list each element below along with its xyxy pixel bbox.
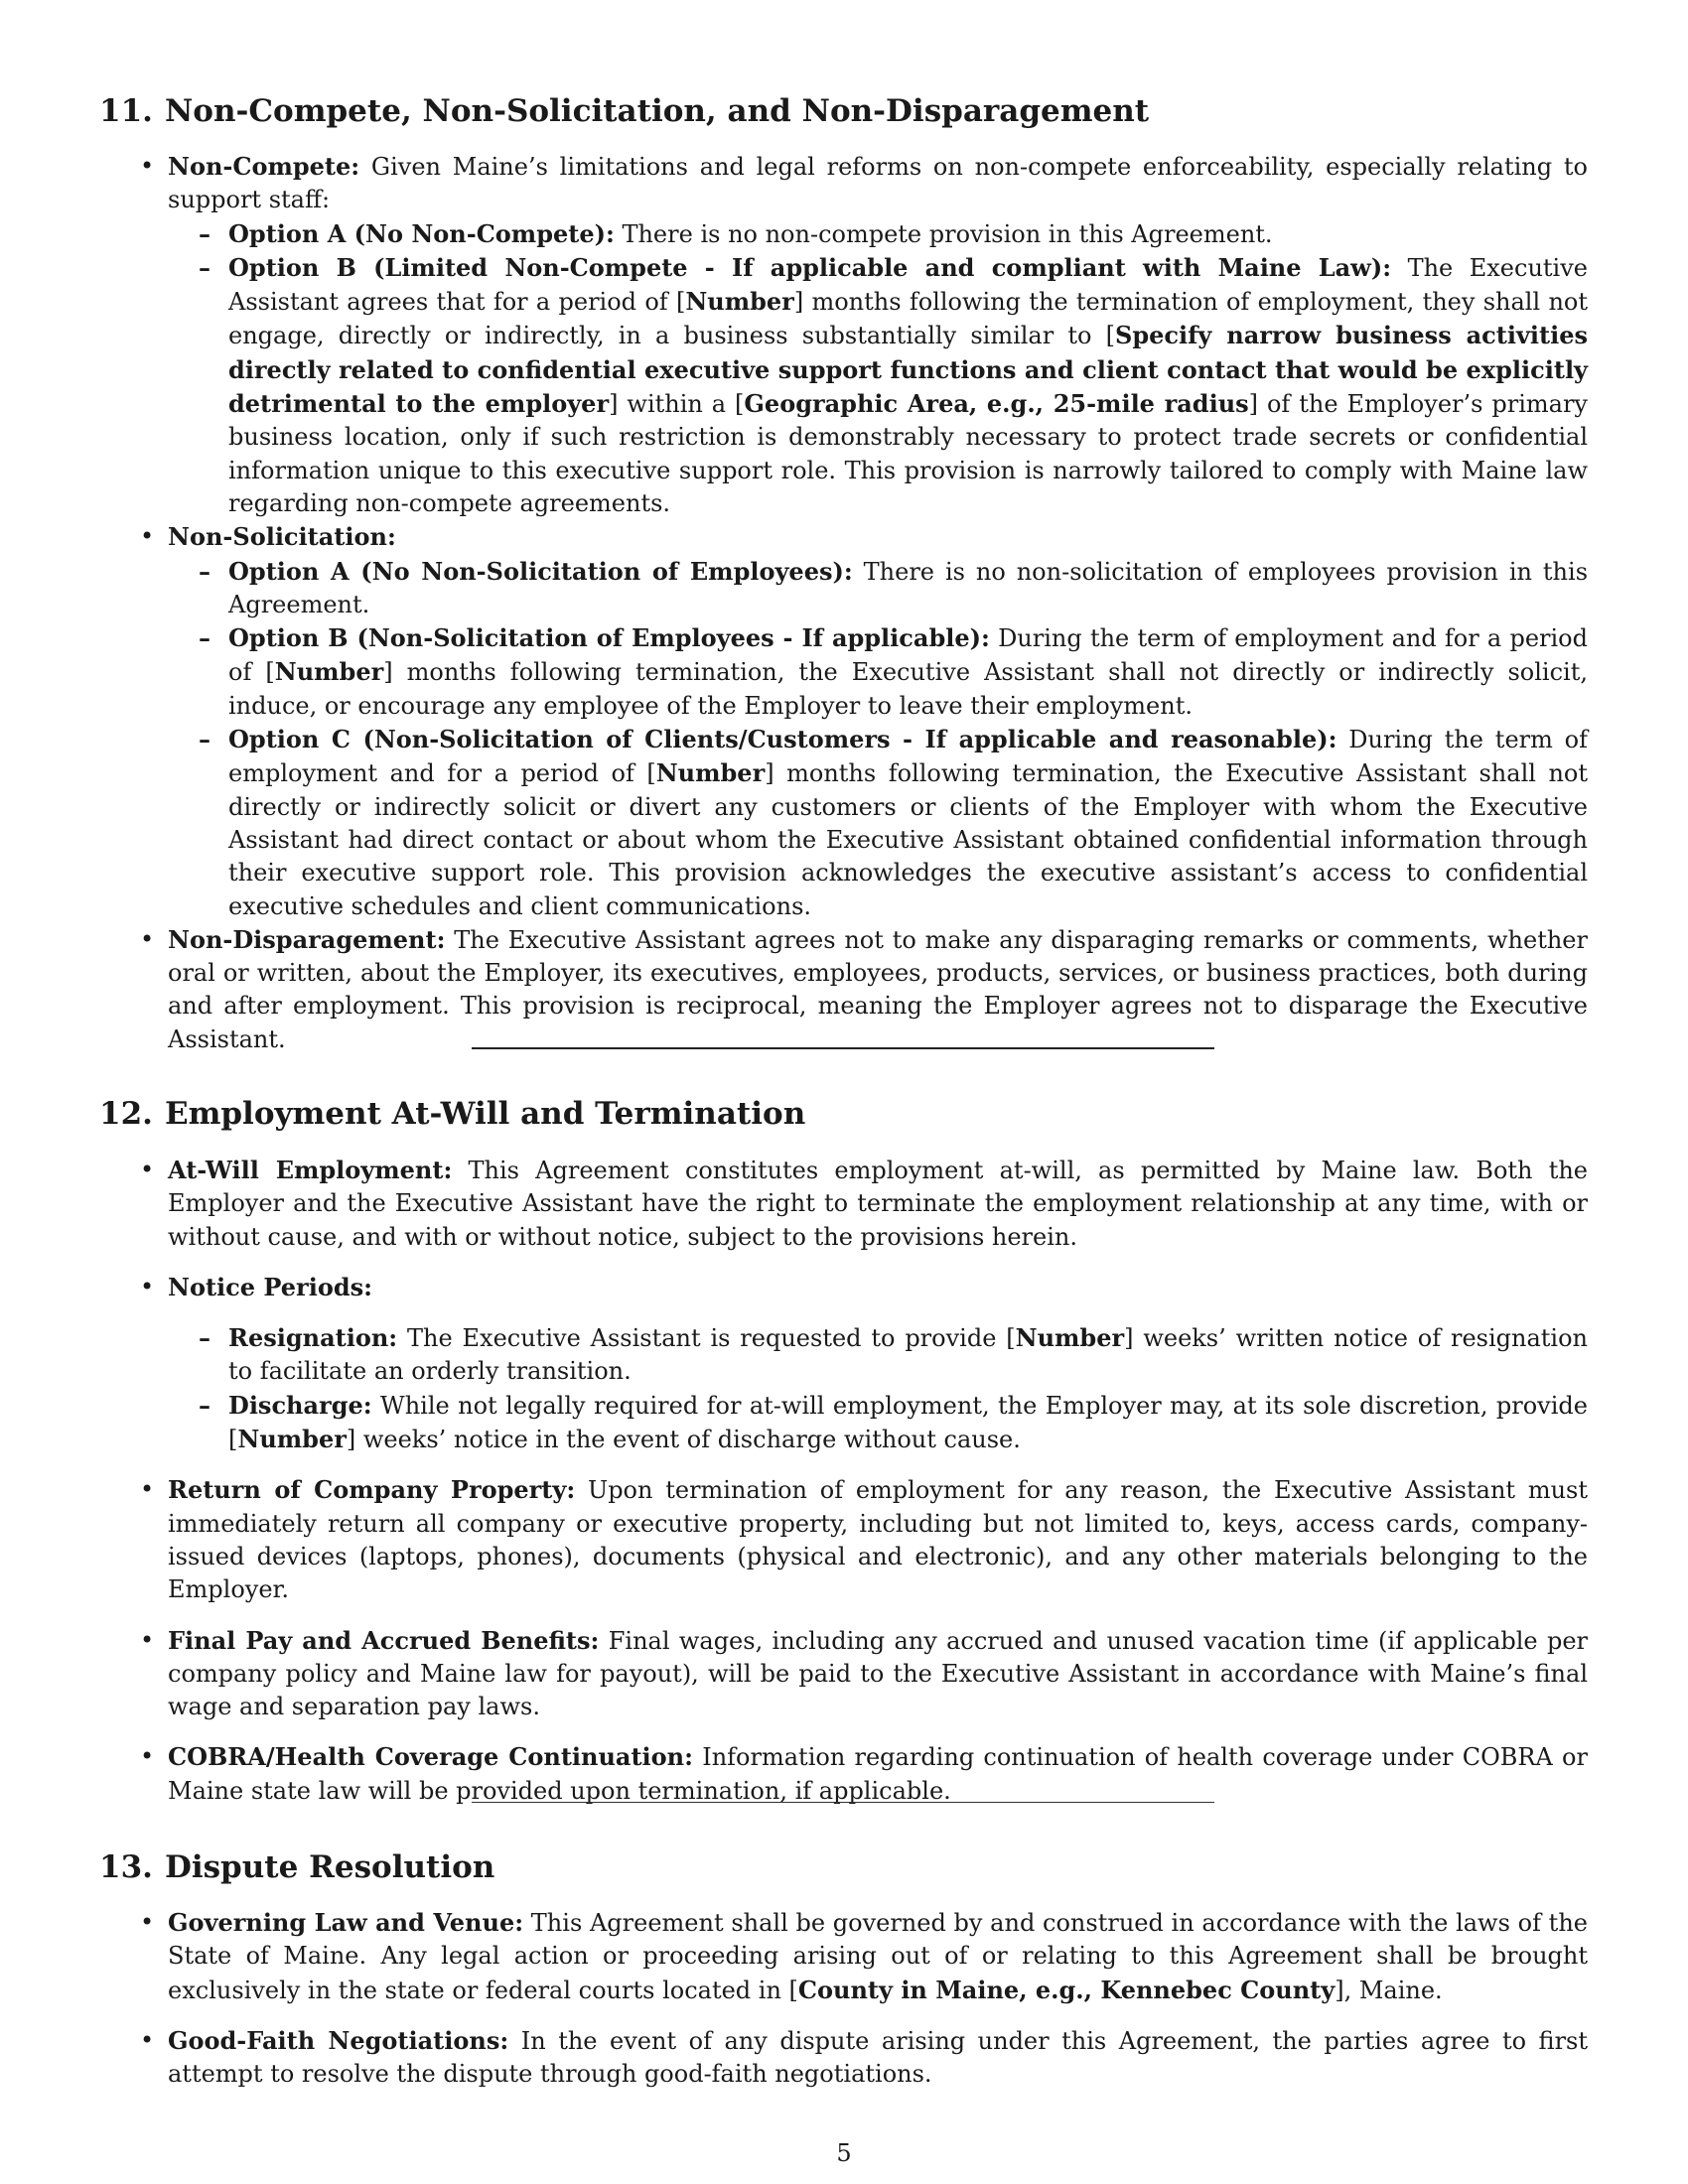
option-label: Option C (Non-Solicitation of Clients/Customers - If applicable and reasonable): (228, 725, 1337, 754)
option-text: There is no non-solicitation of employees provision in this Agreement. (228, 557, 1589, 618)
sub-item-option-b (228, 251, 1588, 520)
list-item-non-compete (0, 150, 1688, 520)
section-body-12 (0, 1154, 1688, 1808)
paragraph (168, 1271, 1588, 1304)
section-divider (472, 1047, 1214, 1049)
sub-list (168, 555, 1688, 923)
option-text: The Executive Assistant is requested to provide [ (407, 1324, 1016, 1353)
option-text: ] weeks’ notice in the event of discharge without cause. (346, 1426, 1021, 1454)
paragraph (168, 1740, 1588, 1808)
section-number: 13. (99, 1849, 153, 1885)
item-label: Final Pay and Accrued Benefits: (168, 1625, 600, 1655)
section-title: Employment At-Will and Termination (164, 1096, 806, 1132)
sub-item-resignation (228, 1321, 1588, 1389)
item-text: Given Maine’s limitations and legal reforms on non-compete enforceability, especially relating to support staff: (168, 153, 1588, 214)
sub-item-option-b (228, 621, 1588, 723)
placeholder: Specify narrow business activities directly related to confidential executive support functions and client contact that would be explicitly detrimental to the employer (228, 321, 1588, 419)
item-text: Upon termination of employment for any reason, the Executive Assistant must immediately return all company or executive property, including but not limited to, keys, access cards, company-issued devices (laptops, phones), documents (physical and electronic), and any other materials belonging to the Employer. (168, 1476, 1588, 1604)
option-text: ] of the Employer’s primary business location, only if such restriction is demonstrably necessary to protect trade secrets or confidential information unique to this executive support role. This provision is narrowly tailored to comply with Maine law regarding non-compete agreements. (228, 390, 1588, 517)
option-label: Option B (Limited Non-Compete - If applicable and compliant with Maine Law): (228, 252, 1392, 282)
item-text: This Agreement constitutes employment at-will, as permitted by Maine law. Both the Employer and the Executive Assistant have the right to terminate the employment relationship at any time, with or without cause, and with or without notice, subject to the provisions herein. (168, 1157, 1588, 1251)
option-text: ] within a [ (609, 390, 745, 419)
placeholder: Number (1015, 1323, 1125, 1353)
option-text: During the term of employment and for a period of [ (228, 726, 1588, 788)
list-item-return-property (0, 1473, 1688, 1606)
item-label: Return of Company Property: (168, 1475, 576, 1505)
sub-list (168, 217, 1688, 521)
item-text: Information regarding continuation of health coverage under COBRA or Maine state law will be provided upon termination, if applicable. (168, 1743, 1588, 1805)
list-item-final-pay (0, 1624, 1688, 1724)
bullet-list (0, 150, 1688, 1056)
placeholder: Number (685, 287, 794, 317)
paragraph (168, 1624, 1588, 1724)
option-text: During the term of employment and for a period of [ (228, 624, 1588, 687)
placeholder: County in Maine, e.g., Kennebec County (797, 1975, 1336, 2004)
option-text: There is no non-compete provision in this Agreement. (622, 219, 1273, 248)
item-text: This Agreement shall be governed by and construed in accordance with the laws of the State of Maine. Any legal action or proceeding arising out of or relating to this Agreement shall be brought exclusively in the state or federal courts located in [ (168, 1909, 1588, 2004)
placeholder: Number (237, 1425, 347, 1454)
item-text: In the event of any dispute arising under this Agreement, the parties agree to first attempt to resolve the dispute through good-faith negotiations. (168, 2026, 1588, 2089)
item-label: Non-Solicitation: (168, 522, 396, 552)
section-heading-12 (99, 1096, 805, 1132)
option-text: The Executive Assistant agrees that for a period of [ (228, 253, 1588, 317)
page-number: 5 (836, 2139, 852, 2167)
option-label: Option A (No Non-Solicitation of Employees): (228, 556, 853, 586)
paragraph (168, 520, 1588, 554)
item-text: ], Maine. (1335, 1976, 1443, 2004)
section-heading-13 (99, 1849, 494, 1885)
placeholder: Geographic Area, e.g., 25-mile radius (744, 389, 1249, 419)
section-heading-11 (99, 93, 1149, 129)
item-text: Final wages, including any accrued and unused vacation time (if applicable per company policy and Maine law for payout), will be paid to the Executive Assistant in accordance with Maine’s final wage and separation pay laws. (168, 1626, 1588, 1721)
item-label: Non-Disparagement: (168, 924, 446, 954)
option-text: ] months following termination, the Executive Assistant shall not directly or indirectly solicit or divert any customers or clients of the Employer with whom the Executive Assistant had direct contact or about whom the Executive Assistant obtained confidential information through their executive support role. This provision acknowledges the executive assistant’s access to confidential executive schedules and client communications. (228, 759, 1589, 920)
item-text: The Executive Assistant agrees not to make any disparaging remarks or comments, whether oral or written, about the Employer, its executives, employees, products, services, or business practices, both during and after employment. This provision is reciprocal, meaning the Employer agrees not to disparage the Executive Assistant. (168, 925, 1588, 1053)
paragraph (168, 2024, 1588, 2092)
placeholder: Number (274, 657, 384, 687)
item-label: At-Will Employment: (168, 1156, 453, 1184)
section-body-13 (0, 1906, 1688, 2091)
paragraph (168, 1473, 1588, 1606)
placeholder: Number (655, 758, 766, 788)
sub-item-option-a (228, 555, 1588, 622)
paragraph (168, 923, 1588, 1056)
item-label: COBRA/Health Coverage Continuation: (168, 1742, 693, 1772)
option-label: Option A (No Non-Compete): (228, 218, 615, 248)
section-body-11 (0, 150, 1688, 1056)
sub-item-option-a (228, 217, 1588, 251)
list-item-good-faith (0, 2024, 1688, 2092)
list-item-notice-periods (0, 1271, 1688, 1456)
paragraph (168, 1906, 1588, 2007)
option-label: Discharge: (228, 1390, 372, 1420)
bullet-list (0, 1906, 1688, 2091)
option-text: ] weeks’ written notice of resignation to facilitate an orderly transition. (228, 1324, 1589, 1386)
item-label: Governing Law and Venue: (168, 1908, 524, 1937)
list-item-non-solicitation (0, 520, 1688, 923)
list-item-non-disparagement (0, 923, 1688, 1056)
list-item-at-will (0, 1154, 1688, 1254)
bullet-list (0, 1154, 1688, 1808)
paragraph (168, 1154, 1588, 1254)
option-label: Option B (Non-Solicitation of Employees - If applicable): (228, 623, 990, 653)
list-item-cobra (0, 1740, 1688, 1808)
item-label: Notice Periods: (168, 1272, 372, 1301)
section-title: Dispute Resolution (164, 1849, 495, 1885)
option-text: While not legally required for at-will employment, the Employer may, at its sole discretion, provide [ (228, 1391, 1588, 1454)
option-text: ] months following termination, the Executive Assistant shall not directly or indirectly solicit, induce, or encourage any employee of the Employer to leave their employment. (228, 658, 1588, 720)
sub-item-option-c (228, 723, 1588, 923)
section-title: Non-Compete, Non-Solicitation, and Non-Disparagement (164, 93, 1150, 129)
sub-list (168, 1321, 1688, 1456)
section-number: 11. (99, 93, 153, 129)
item-label: Good-Faith Negotiations: (168, 2025, 509, 2055)
item-label: Non-Compete: (168, 152, 360, 181)
section-number: 12. (99, 1096, 153, 1132)
paragraph (168, 150, 1588, 217)
section-divider (472, 1802, 1214, 1803)
sub-item-discharge (228, 1389, 1588, 1457)
option-label: Resignation: (228, 1323, 398, 1353)
list-item-governing-law (0, 1906, 1688, 2007)
option-text: ] months following the termination of employment, they shall not engage, directly or indirectly, in a business substantially similar to [ (228, 288, 1588, 350)
